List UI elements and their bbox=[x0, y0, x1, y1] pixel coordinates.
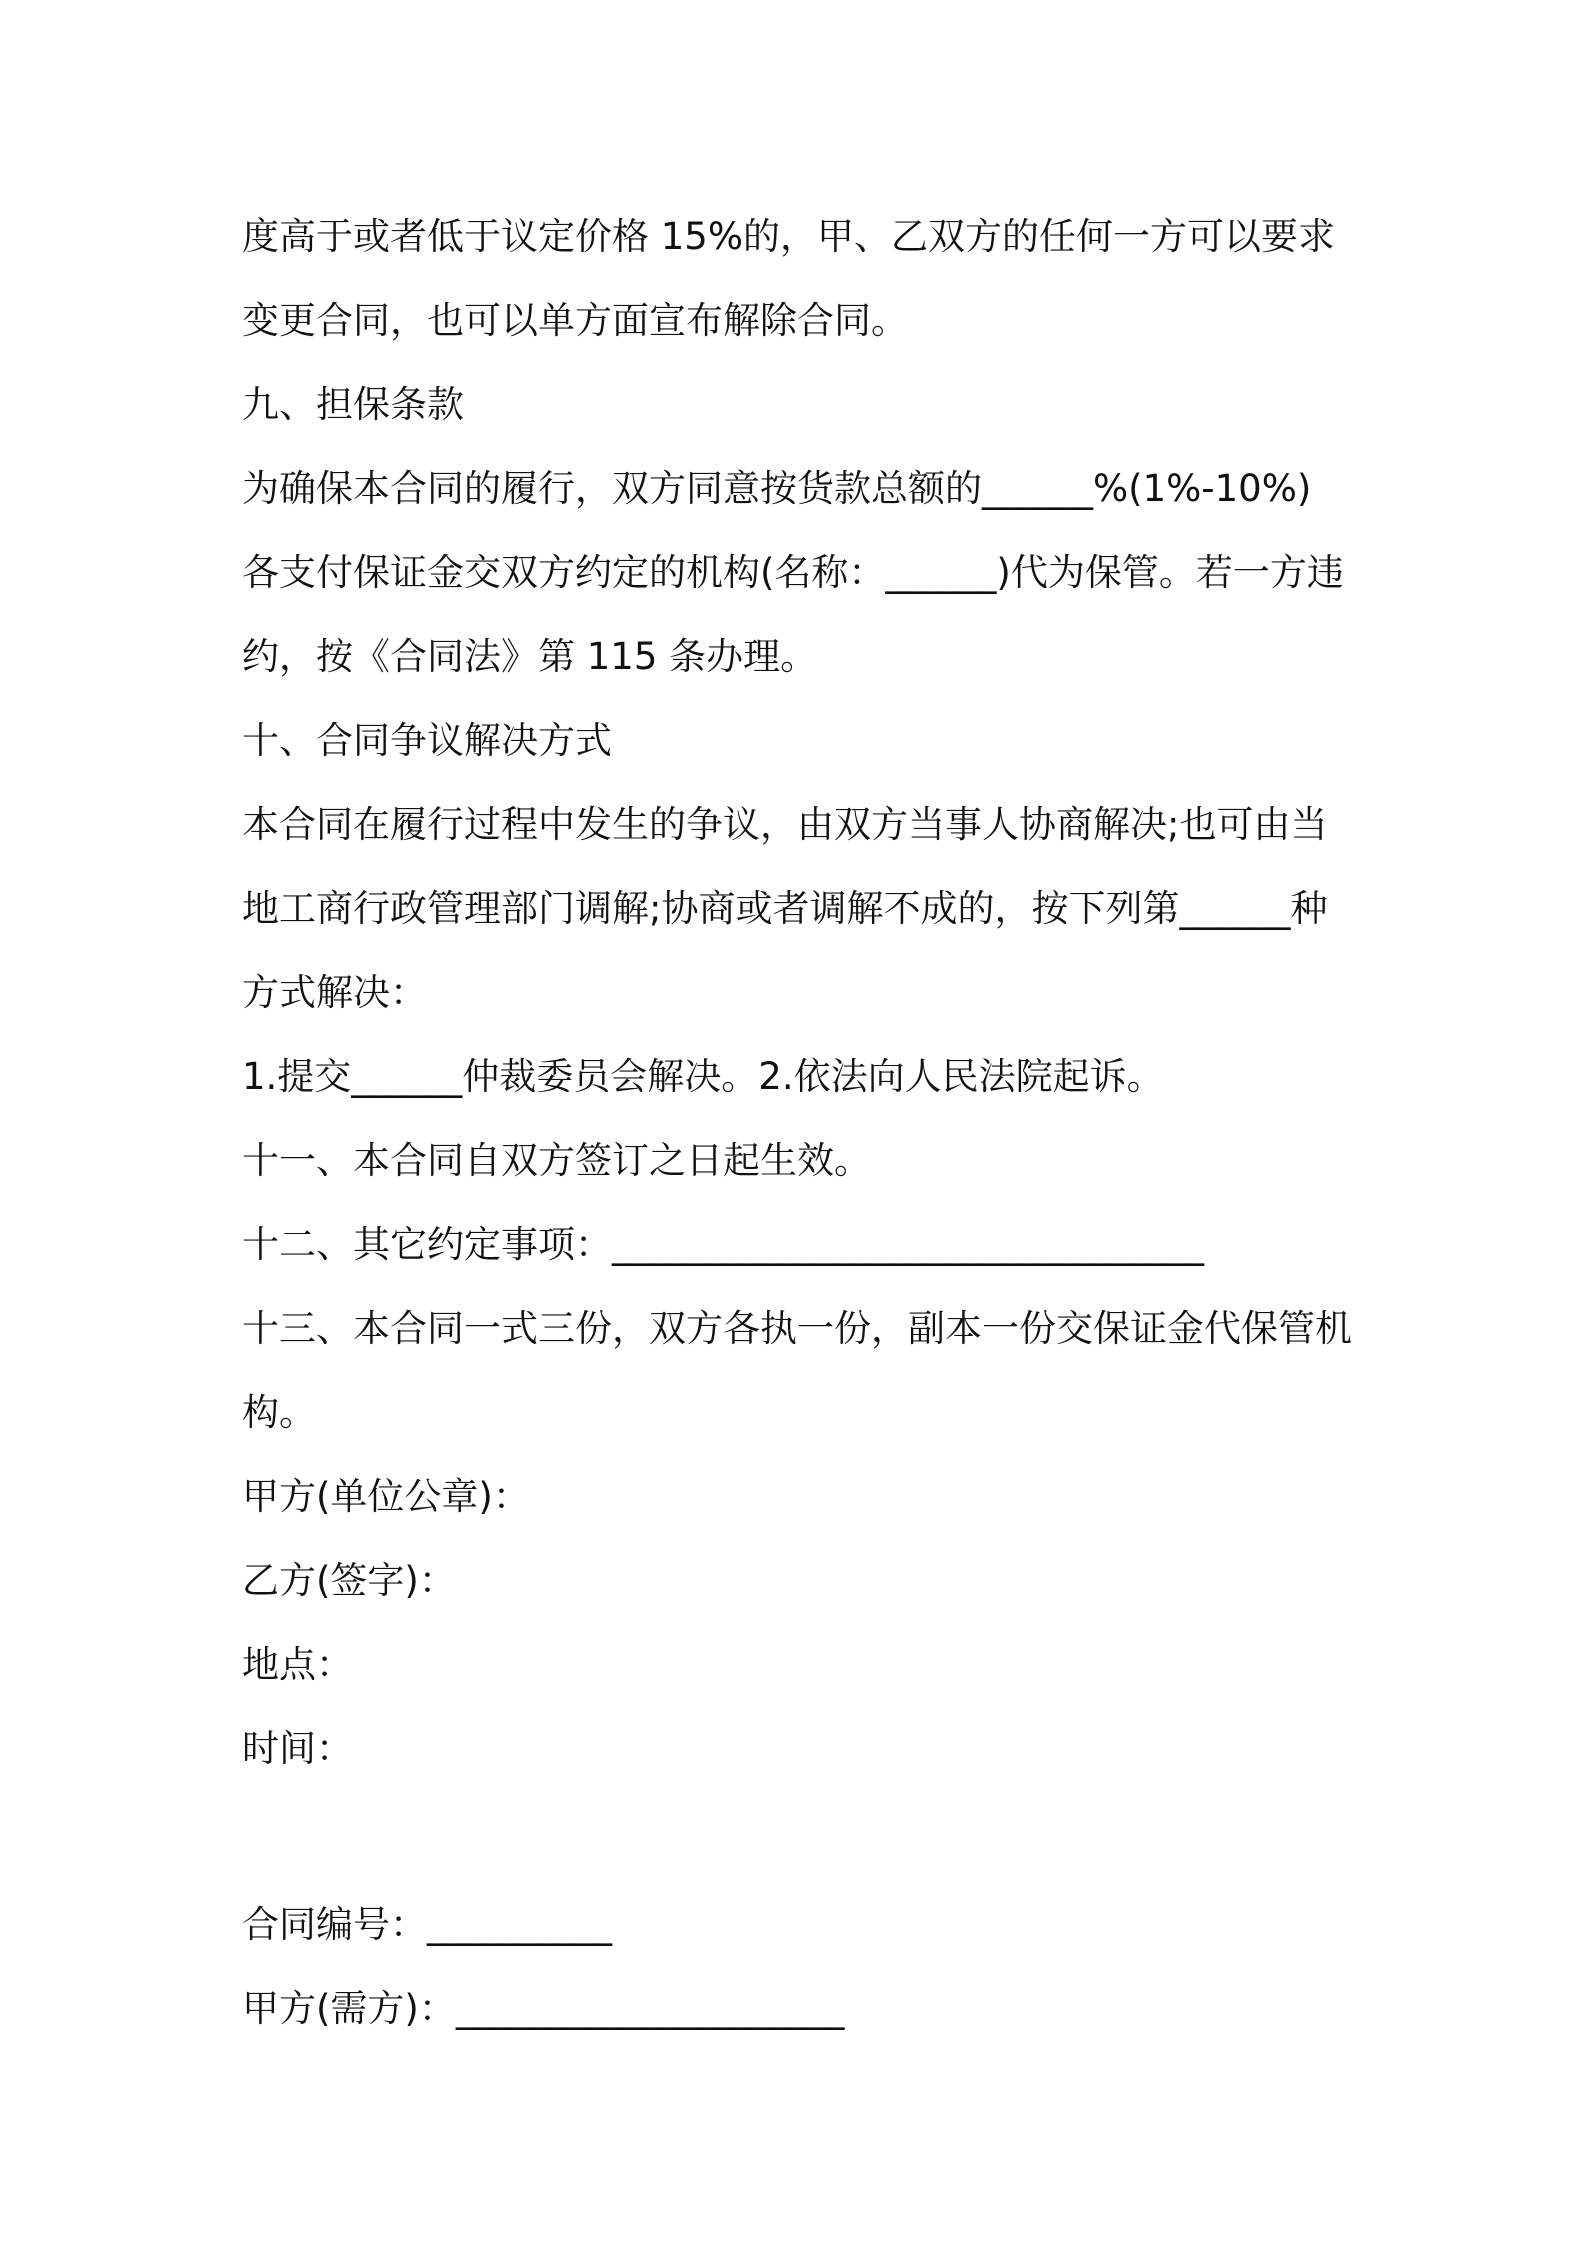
section-heading-dispute: 十、合同争议解决方式 bbox=[242, 719, 612, 762]
section-spacer bbox=[242, 1791, 1362, 1883]
buyer-field: 甲方(需方)：_____________________ bbox=[242, 1987, 845, 2030]
signature-party-a: 甲方(单位公章)： bbox=[242, 1475, 530, 1518]
signature-party-b: 乙方(签字)： bbox=[242, 1559, 456, 1602]
contract-number-field: 合同编号：__________ bbox=[242, 1903, 612, 1946]
text-line-price-deviation: 度高于或者低于议定价格 15%的，甲、乙双方的任何一方可以要求 bbox=[242, 215, 1335, 258]
section-copies-2: 构。 bbox=[242, 1391, 316, 1434]
section-heading-guarantee: 九、担保条款 bbox=[242, 383, 464, 426]
section-effective-date: 十一、本合同自双方签订之日起生效。 bbox=[242, 1139, 871, 1182]
section-other-matters: 十二、其它约定事项：________________________________ bbox=[242, 1223, 1204, 1266]
signature-time: 时间： bbox=[242, 1727, 353, 1770]
text-line-guarantee-3: 约，按《合同法》第 115 条办理。 bbox=[242, 635, 818, 678]
text-line-contract-change: 变更合同，也可以单方面宣布解除合同。 bbox=[242, 299, 908, 342]
text-line-dispute-2: 地工商行政管理部门调解;协商或者调解不成的，按下列第______种 bbox=[242, 887, 1328, 930]
section-copies-1: 十三、本合同一式三份，双方各执一份，副本一份交保证金代保管机 bbox=[242, 1307, 1352, 1350]
text-line-guarantee-1: 为确保本合同的履行，双方同意按货款总额的______%(1%-10%) bbox=[242, 467, 1312, 510]
text-line-dispute-1: 本合同在履行过程中发生的争议，由双方当事人协商解决;也可由当 bbox=[242, 803, 1328, 846]
text-line-dispute-options: 1.提交______仲裁委员会解决。2.依法向人民法院起诉。 bbox=[242, 1055, 1164, 1098]
document-body bbox=[242, 195, 1362, 2051]
text-line-dispute-3: 方式解决： bbox=[242, 971, 427, 1014]
signature-location: 地点： bbox=[242, 1643, 353, 1686]
text-line-guarantee-2: 各支付保证金交双方约定的机构(名称：______)代为保管。若一方违 bbox=[242, 551, 1344, 594]
